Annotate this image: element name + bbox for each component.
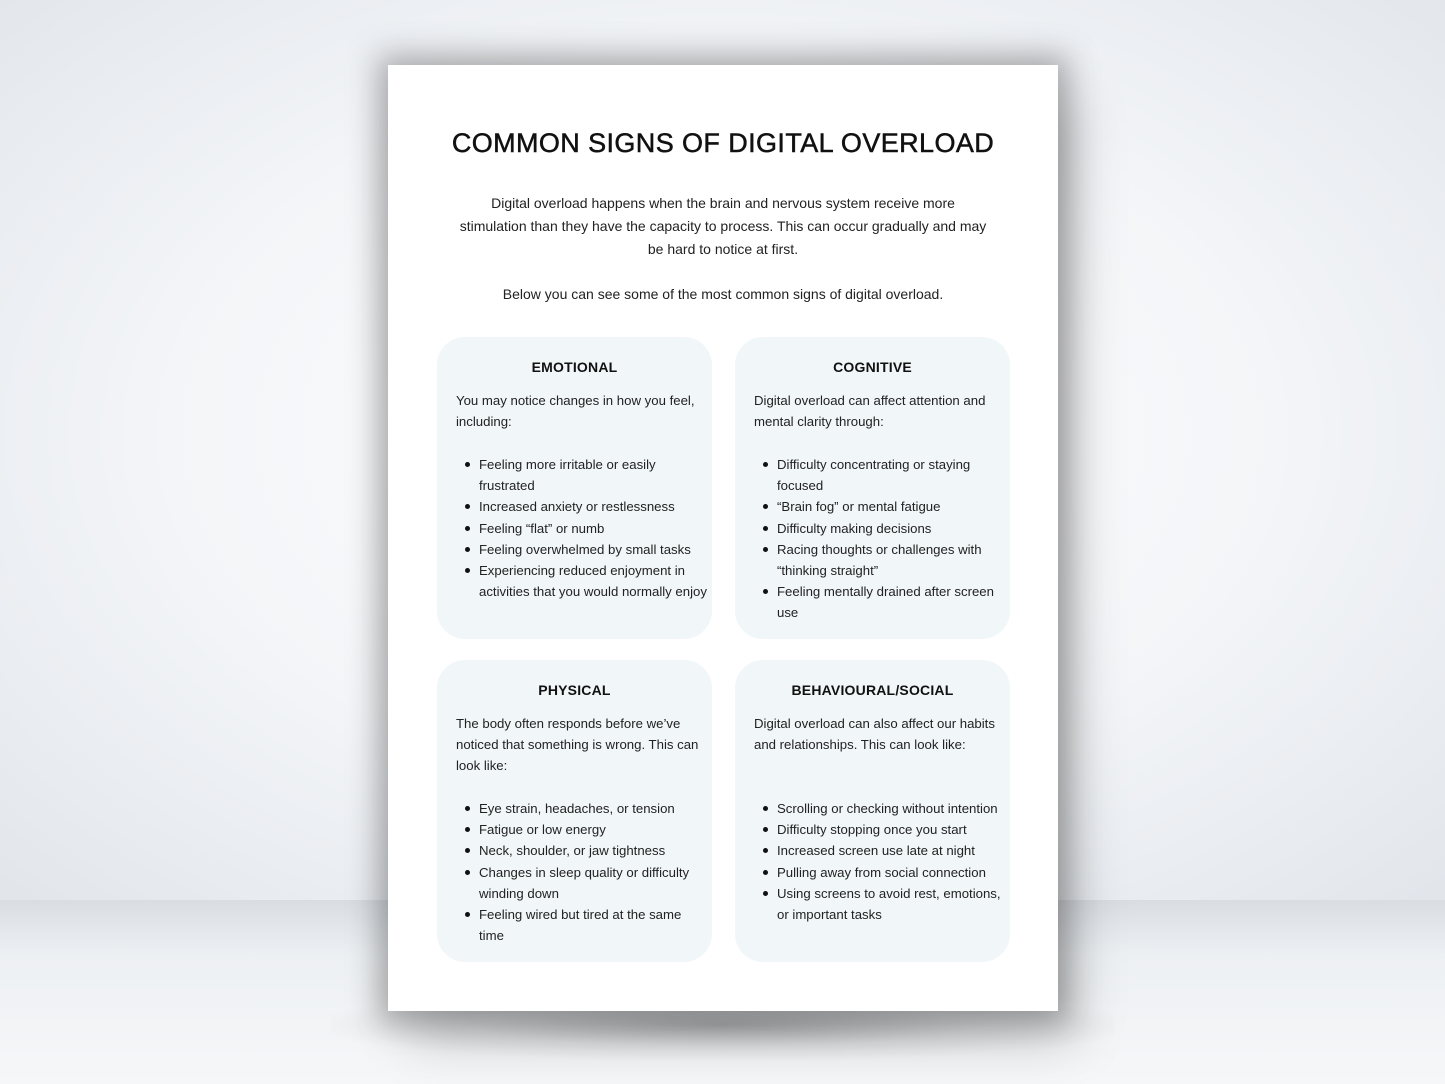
- card-list: [456, 454, 708, 602]
- card-list: [754, 798, 1006, 925]
- card-emotional: [437, 337, 712, 639]
- card-heading: BEHAVIOURAL/SOCIAL: [791, 682, 954, 698]
- list-item: Feeling wired but tired at the same time: [456, 904, 708, 946]
- card-physical: [437, 660, 712, 962]
- list-item: Changes in sleep quality or difficulty winding down: [456, 862, 708, 904]
- list-item: Difficulty making decisions: [754, 518, 1006, 539]
- list-item: Pulling away from social connection: [754, 862, 1006, 883]
- list-item: Feeling overwhelmed by small tasks: [456, 539, 708, 560]
- list-item: Experiencing reduced enjoyment in activities that you would normally enjoy: [456, 560, 708, 602]
- card-intro: The body often responds before we’ve noticed that something is wrong. This can look like:: [456, 716, 699, 774]
- card-cognitive: [735, 337, 1010, 639]
- list-item: Increased screen use late at night: [754, 840, 1006, 861]
- list-item: Feeling more irritable or easily frustrated: [456, 454, 708, 496]
- list-item: Scrolling or checking without intention: [754, 798, 1006, 819]
- list-item: Difficulty stopping once you start: [754, 819, 1006, 840]
- card-heading: PHYSICAL: [538, 682, 611, 698]
- list-item: Racing thoughts or challenges with “thinking straight”: [754, 539, 1006, 581]
- list-item: Increased anxiety or restlessness: [456, 496, 708, 517]
- page-title: COMMON SIGNS OF DIGITAL OVERLOAD: [451, 128, 995, 158]
- card-list: [754, 454, 1006, 624]
- list-item: Eye strain, headaches, or tension: [456, 798, 708, 819]
- card-heading: COGNITIVE: [833, 359, 912, 375]
- list-item: Feeling “flat” or numb: [456, 518, 708, 539]
- list-item: Fatigue or low energy: [456, 819, 708, 840]
- list-item: Difficulty concentrating or staying focused: [754, 454, 1006, 496]
- intro-paragraph-secondary: Below you can see some of the most common signs of digital overload.: [502, 286, 944, 302]
- list-item: Using screens to avoid rest, emotions, or important tasks: [754, 883, 1006, 925]
- list-item: Neck, shoulder, or jaw tightness: [456, 840, 708, 861]
- card-behavioural-social: [735, 660, 1010, 962]
- list-item: Feeling mentally drained after screen use: [754, 581, 1006, 623]
- card-heading: EMOTIONAL: [531, 359, 618, 375]
- card-list: [456, 798, 708, 946]
- card-intro: Digital overload can affect attention and mental clarity through:: [754, 393, 986, 430]
- intro-paragraph: Digital overload happens when the brain and nervous system receive more stimulation than they have the capacity to process. This can occur gradually and may be hard to notice at first.: [459, 195, 987, 257]
- list-item: “Brain fog” or mental fatigue: [754, 496, 1006, 517]
- card-intro: You may notice changes in how you feel, including:: [456, 393, 695, 430]
- card-intro: Digital overload can also affect our habits and relationships. This can look like:: [754, 716, 995, 753]
- document-page: [388, 65, 1058, 1011]
